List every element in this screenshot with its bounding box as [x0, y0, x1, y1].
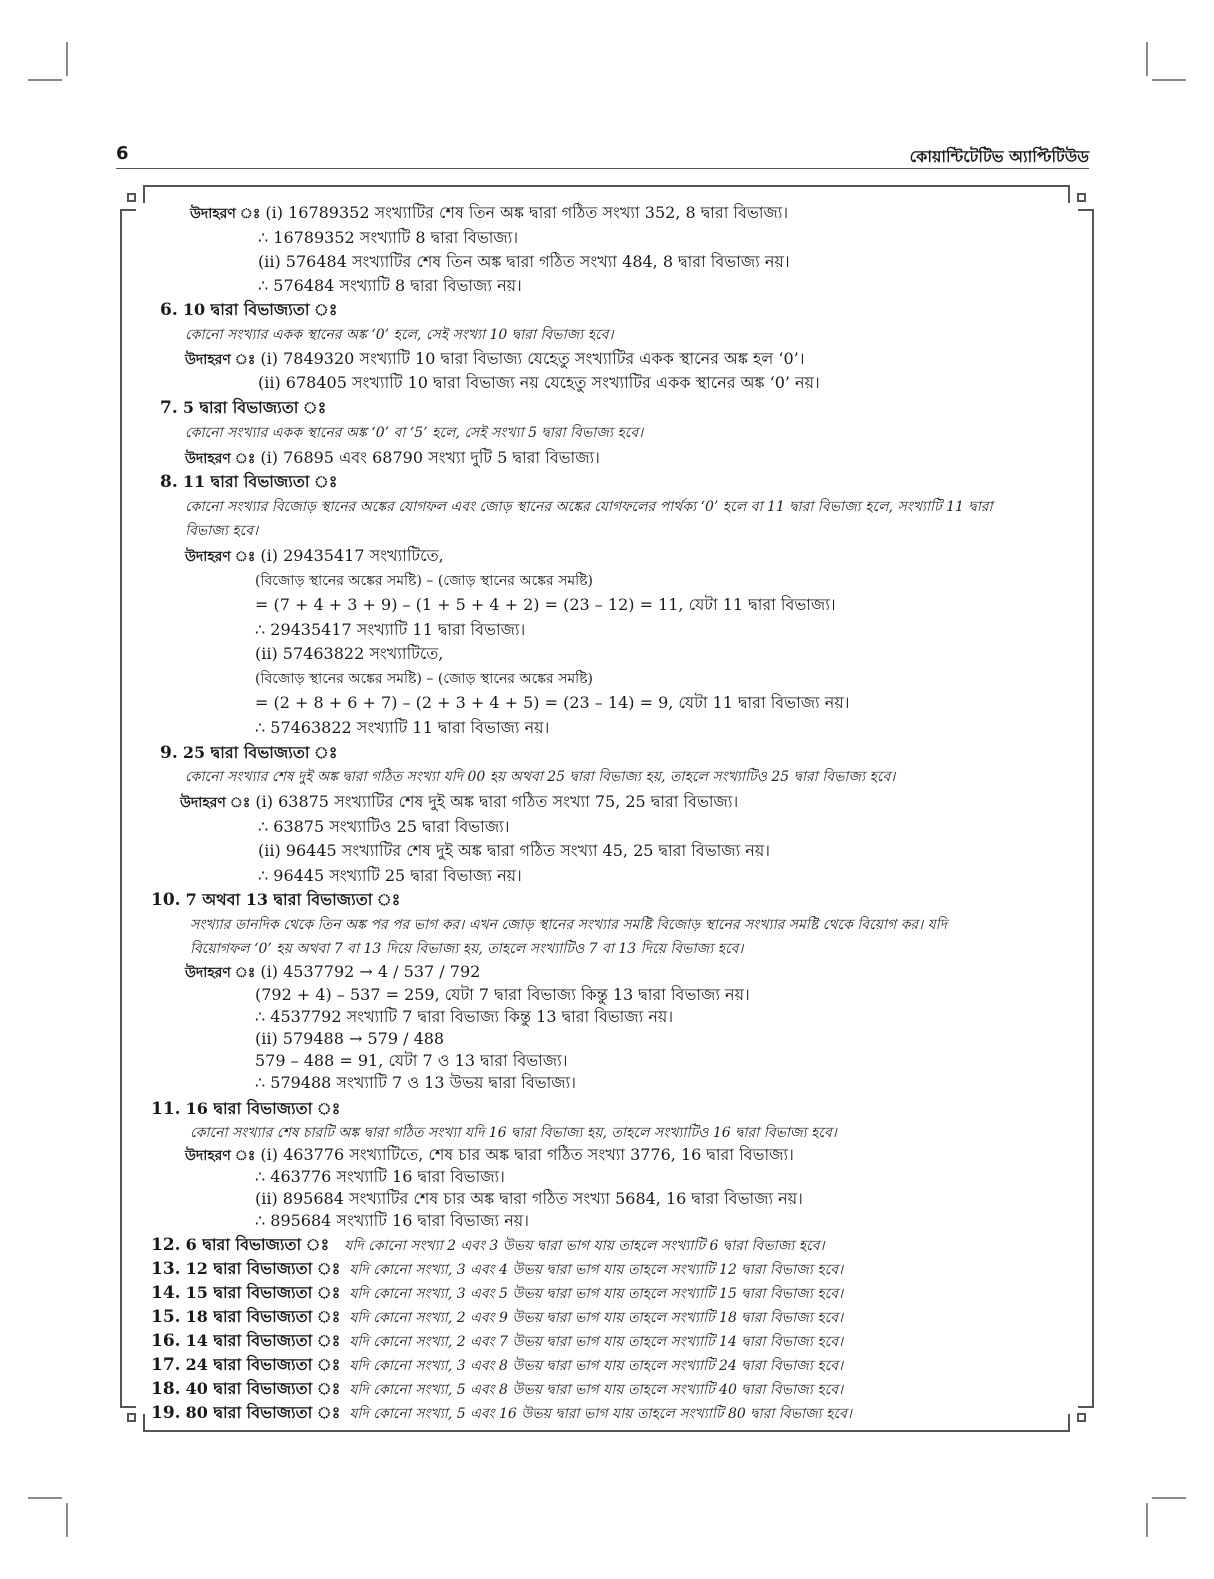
- rule-text: কোনো সংখ্যার একক স্থানের অঙ্ক ‘0’ হলে, সেই সংখ্যা 10 দ্বারা বিভাজ্য হবে।: [185, 327, 614, 343]
- short-rule-row: 14. 15 দ্বারা বিভাজ্যতা ঃ যদি কোনো সংখ্যা, 3 এবং 5 উভয় দ্বারা ভাগ যায় তাহলে সংখ্যাটি 15 দ্বারা বিভাজ্য হবে।: [151, 1283, 844, 1303]
- example-line: ∴ 63875 সংখ্যাটিও 25 দ্বারা বিভাজ্য।: [258, 817, 510, 836]
- rule-text: বিভাজ্য হবে।: [185, 523, 259, 539]
- example-line: (ii) 57463822 সংখ্যাটিতে,: [255, 644, 444, 663]
- short-rule-row: 12. 6 দ্বারা বিভাজ্যতা ঃ যদি কোনো সংখ্যা 2 এবং 3 উভয় দ্বারা ভাগ যায় তাহলে সংখ্যাটি 6 দ্বারা বিভাজ্য হবে।: [151, 1235, 825, 1255]
- section-heading: 6. 10 দ্বারা বিভাজ্যতা ঃ: [160, 300, 338, 320]
- running-title: কোয়ান্টিটেটিভ অ্যাপ্টিটিউড: [909, 147, 1089, 166]
- section-heading: 11. 16 দ্বারা বিভাজ্যতা ঃ: [151, 1099, 341, 1119]
- short-rule-row: 18. 40 দ্বারা বিভাজ্যতা ঃ যদি কোনো সংখ্যা, 5 এবং 8 উভয় দ্বারা ভাগ যায় তাহলে সংখ্যাটি 40 দ্বারা বিভাজ্য হবে।: [151, 1379, 844, 1399]
- frame-corner-knot: [127, 1413, 136, 1422]
- example-line: ∴ 57463822 সংখ্যাটি 11 দ্বারা বিভাজ্য নয়।: [255, 718, 550, 737]
- section-heading: 9. 25 দ্বারা বিভাজ্যতা ঃ: [160, 743, 338, 763]
- example-line: উদাহরণ ঃ (i) 4537792 → 4 / 537 / 792: [185, 962, 481, 981]
- example-line: 579 – 488 = 91, যেটা 7 ও 13 দ্বারা বিভাজ্য।: [255, 1051, 568, 1070]
- example-line: ∴ 96445 সংখ্যাটি 25 দ্বারা বিভাজ্য নয়।: [258, 866, 522, 885]
- short-rule-row: 17. 24 দ্বারা বিভাজ্যতা ঃ যদি কোনো সংখ্যা, 3 এবং 8 উভয় দ্বারা ভাগ যায় তাহলে সংখ্যাটি 24 দ্বারা বিভাজ্য হবে।: [151, 1355, 844, 1375]
- example-line: ∴ 16789352 সংখ্যাটি 8 দ্বারা বিভাজ্য।: [258, 228, 519, 247]
- rule-text: সংখ্যার ডানদিক থেকে তিন অঙ্ক পর পর ভাগ কর। এখন জোড় স্থানের সংখ্যার সমষ্টি বিজোড় স্থানের সংখ্যার সমষ্টি থেকে বিয়োগ কর। যদি: [190, 917, 948, 933]
- crop-mark: [1152, 79, 1186, 81]
- example-line: (ii) 895684 সংখ্যাটির শেষ চার অঙ্ক দ্বারা গঠিত সংখ্যা 5684, 16 দ্বারা বিভাজ্য নয়।: [255, 1189, 803, 1208]
- crop-mark: [1146, 42, 1148, 76]
- crop-mark: [66, 1503, 68, 1537]
- frame-corner-knot: [1077, 1413, 1086, 1422]
- section-heading: 7. 5 দ্বারা বিভাজ্যতা ঃ: [160, 398, 327, 418]
- rule-text: কোনো সংখ্যার বিজোড় স্থানের অঙ্কের যোগফল এবং জোড় স্থানের অঙ্কের যোগফলের পার্থক্য ‘0’ হলে বা 11 দ্বারা বিভাজ্য হলে, সংখ্যাটি 11 দ্বারা: [185, 499, 993, 515]
- page-number: 6: [116, 143, 129, 164]
- example-line: ∴ 463776 সংখ্যাটি 16 দ্বারা বিভাজ্য।: [255, 1167, 505, 1186]
- example-line: ∴ 576484 সংখ্যাটি 8 দ্বারা বিভাজ্য নয়।: [258, 276, 522, 295]
- short-rule-row: 15. 18 দ্বারা বিভাজ্যতা ঃ যদি কোনো সংখ্যা, 2 এবং 9 উভয় দ্বারা ভাগ যায় তাহলে সংখ্যাটি 18 দ্বারা বিভাজ্য হবে।: [151, 1307, 844, 1327]
- example-line: = (2 + 8 + 6 + 7) – (2 + 3 + 4 + 5) = (23 – 14) = 9, যেটা 11 দ্বারা বিভাজ্য নয়।: [255, 693, 850, 712]
- example-line: ∴ 579488 সংখ্যাটি 7 ও 13 উভয় দ্বারা বিভাজ্য।: [255, 1073, 576, 1092]
- crop-mark: [28, 1497, 62, 1499]
- rule-text: কোনো সংখ্যার শেষ চারটি অঙ্ক দ্বারা গঠিত সংখ্যা যদি 16 দ্বারা বিভাজ্য হয়, তাহলে সংখ্যাটিও 16 দ্বারা বিভাজ্য হবে।: [190, 1125, 837, 1141]
- short-rule-row: 13. 12 দ্বারা বিভাজ্যতা ঃ যদি কোনো সংখ্যা, 3 এবং 4 উভয় দ্বারা ভাগ যায় তাহলে সংখ্যাটি 12 দ্বারা বিভাজ্য হবে।: [151, 1259, 844, 1279]
- crop-mark: [66, 42, 68, 76]
- example-line: উদাহরণ ঃ (i) 463776 সংখ্যাটিতে, শেষ চার অঙ্ক দ্বারা গঠিত সংখ্যা 3776, 16 দ্বারা বিভাজ্য।: [185, 1145, 794, 1164]
- rule-text: কোনো সংখ্যার শেষ দুই অঙ্ক দ্বারা গঠিত সংখ্যা যদি 00 হয় অথবা 25 দ্বারা বিভাজ্য হয়, তাহলে সংখ্যাটিও 25 দ্বারা বিভাজ্য হবে।: [185, 769, 896, 785]
- crop-mark: [1152, 1497, 1186, 1499]
- section-heading: 10. 7 অথবা 13 দ্বারা বিভাজ্যতা ঃ: [151, 890, 401, 910]
- example-line: উদাহরণ ঃ (i) 7849320 সংখ্যাটি 10 দ্বারা বিভাজ্য যেহেতু সংখ্যাটির একক স্থানের অঙ্ক হল ‘0’।: [185, 349, 805, 368]
- example-line: উদাহরণ ঃ (i) 76895 এবং 68790 সংখ্যা দুটি 5 দ্বারা বিভাজ্য।: [185, 448, 600, 467]
- example-line: ∴ 29435417 সংখ্যাটি 11 দ্বারা বিভাজ্য।: [255, 620, 526, 639]
- example-line: ∴ 895684 সংখ্যাটি 16 দ্বারা বিভাজ্য নয়।: [255, 1211, 529, 1230]
- example-line: = (7 + 4 + 3 + 9) – (1 + 5 + 4 + 2) = (23 – 12) = 11, যেটা 11 দ্বারা বিভাজ্য।: [255, 595, 836, 614]
- example-line: উদাহরণ ঃ (i) 16789352 সংখ্যাটির শেষ তিন অঙ্ক দ্বারা গঠিত সংখ্যা 352, 8 দ্বারা বিভাজ্য।: [190, 203, 789, 222]
- rule-text: কোনো সংখ্যার একক স্থানের অঙ্ক ‘0’ বা ‘5’ হলে, সেই সংখ্যা 5 দ্বারা বিভাজ্য হবে।: [185, 425, 644, 441]
- example-line: (বিজোড় স্থানের অঙ্কের সমষ্টি) – (জোড় স্থানের অঙ্কের সমষ্টি): [255, 671, 593, 687]
- short-rule-row: 19. 80 দ্বারা বিভাজ্যতা ঃ যদি কোনো সংখ্যা, 5 এবং 16 উভয় দ্বারা ভাগ যায় তাহলে সংখ্যাটি 80 দ্বারা বিভাজ্য হবে।: [151, 1403, 852, 1423]
- section-heading: 8. 11 দ্বারা বিভাজ্যতা ঃ: [160, 472, 338, 492]
- rule-text: বিয়োগফল ‘0’ হয় অথবা 7 বা 13 দিয়ে বিভাজ্য হয়, তাহলে সংখ্যাটিও 7 বা 13 দিয়ে বিভাজ্য হবে।: [190, 941, 744, 957]
- crop-mark: [28, 79, 62, 81]
- example-line: ∴ 4537792 সংখ্যাটি 7 দ্বারা বিভাজ্য কিন্তু 13 দ্বারা বিভাজ্য নয়।: [255, 1007, 674, 1026]
- frame-corner-knot: [1077, 193, 1086, 202]
- crop-mark: [1146, 1503, 1148, 1537]
- frame-corner-knot: [127, 193, 136, 202]
- example-line: (ii) 576484 সংখ্যাটির শেষ তিন অঙ্ক দ্বারা গঠিত সংখ্যা 484, 8 দ্বারা বিভাজ্য নয়।: [258, 252, 790, 271]
- example-line: উদাহরণ ঃ (i) 29435417 সংখ্যাটিতে,: [185, 546, 444, 565]
- example-line: উদাহরণ ঃ (i) 63875 সংখ্যাটির শেষ দুই অঙ্ক দ্বারা গঠিত সংখ্যা 75, 25 দ্বারা বিভাজ্য।: [180, 792, 739, 811]
- header-rule: [116, 168, 1089, 169]
- example-line: (792 + 4) – 537 = 259, যেটা 7 দ্বারা বিভাজ্য কিন্তু 13 দ্বারা বিভাজ্য নয়।: [255, 985, 750, 1004]
- short-rule-row: 16. 14 দ্বারা বিভাজ্যতা ঃ যদি কোনো সংখ্যা, 2 এবং 7 উভয় দ্বারা ভাগ যায় তাহলে সংখ্যাটি 14 দ্বারা বিভাজ্য হবে।: [151, 1331, 844, 1351]
- example-line: (ii) 96445 সংখ্যাটির শেষ দুই অঙ্ক দ্বারা গঠিত সংখ্যা 45, 25 দ্বারা বিভাজ্য নয়।: [258, 841, 770, 860]
- example-line: (ii) 579488 → 579 / 488: [255, 1029, 445, 1048]
- example-line: (বিজোড় স্থানের অঙ্কের সমষ্টি) – (জোড় স্থানের অঙ্কের সমষ্টি): [255, 573, 593, 589]
- example-line: (ii) 678405 সংখ্যাটি 10 দ্বারা বিভাজ্য নয় যেহেতু সংখ্যাটির একক স্থানের অঙ্ক ‘0’ নয়।: [258, 373, 820, 392]
